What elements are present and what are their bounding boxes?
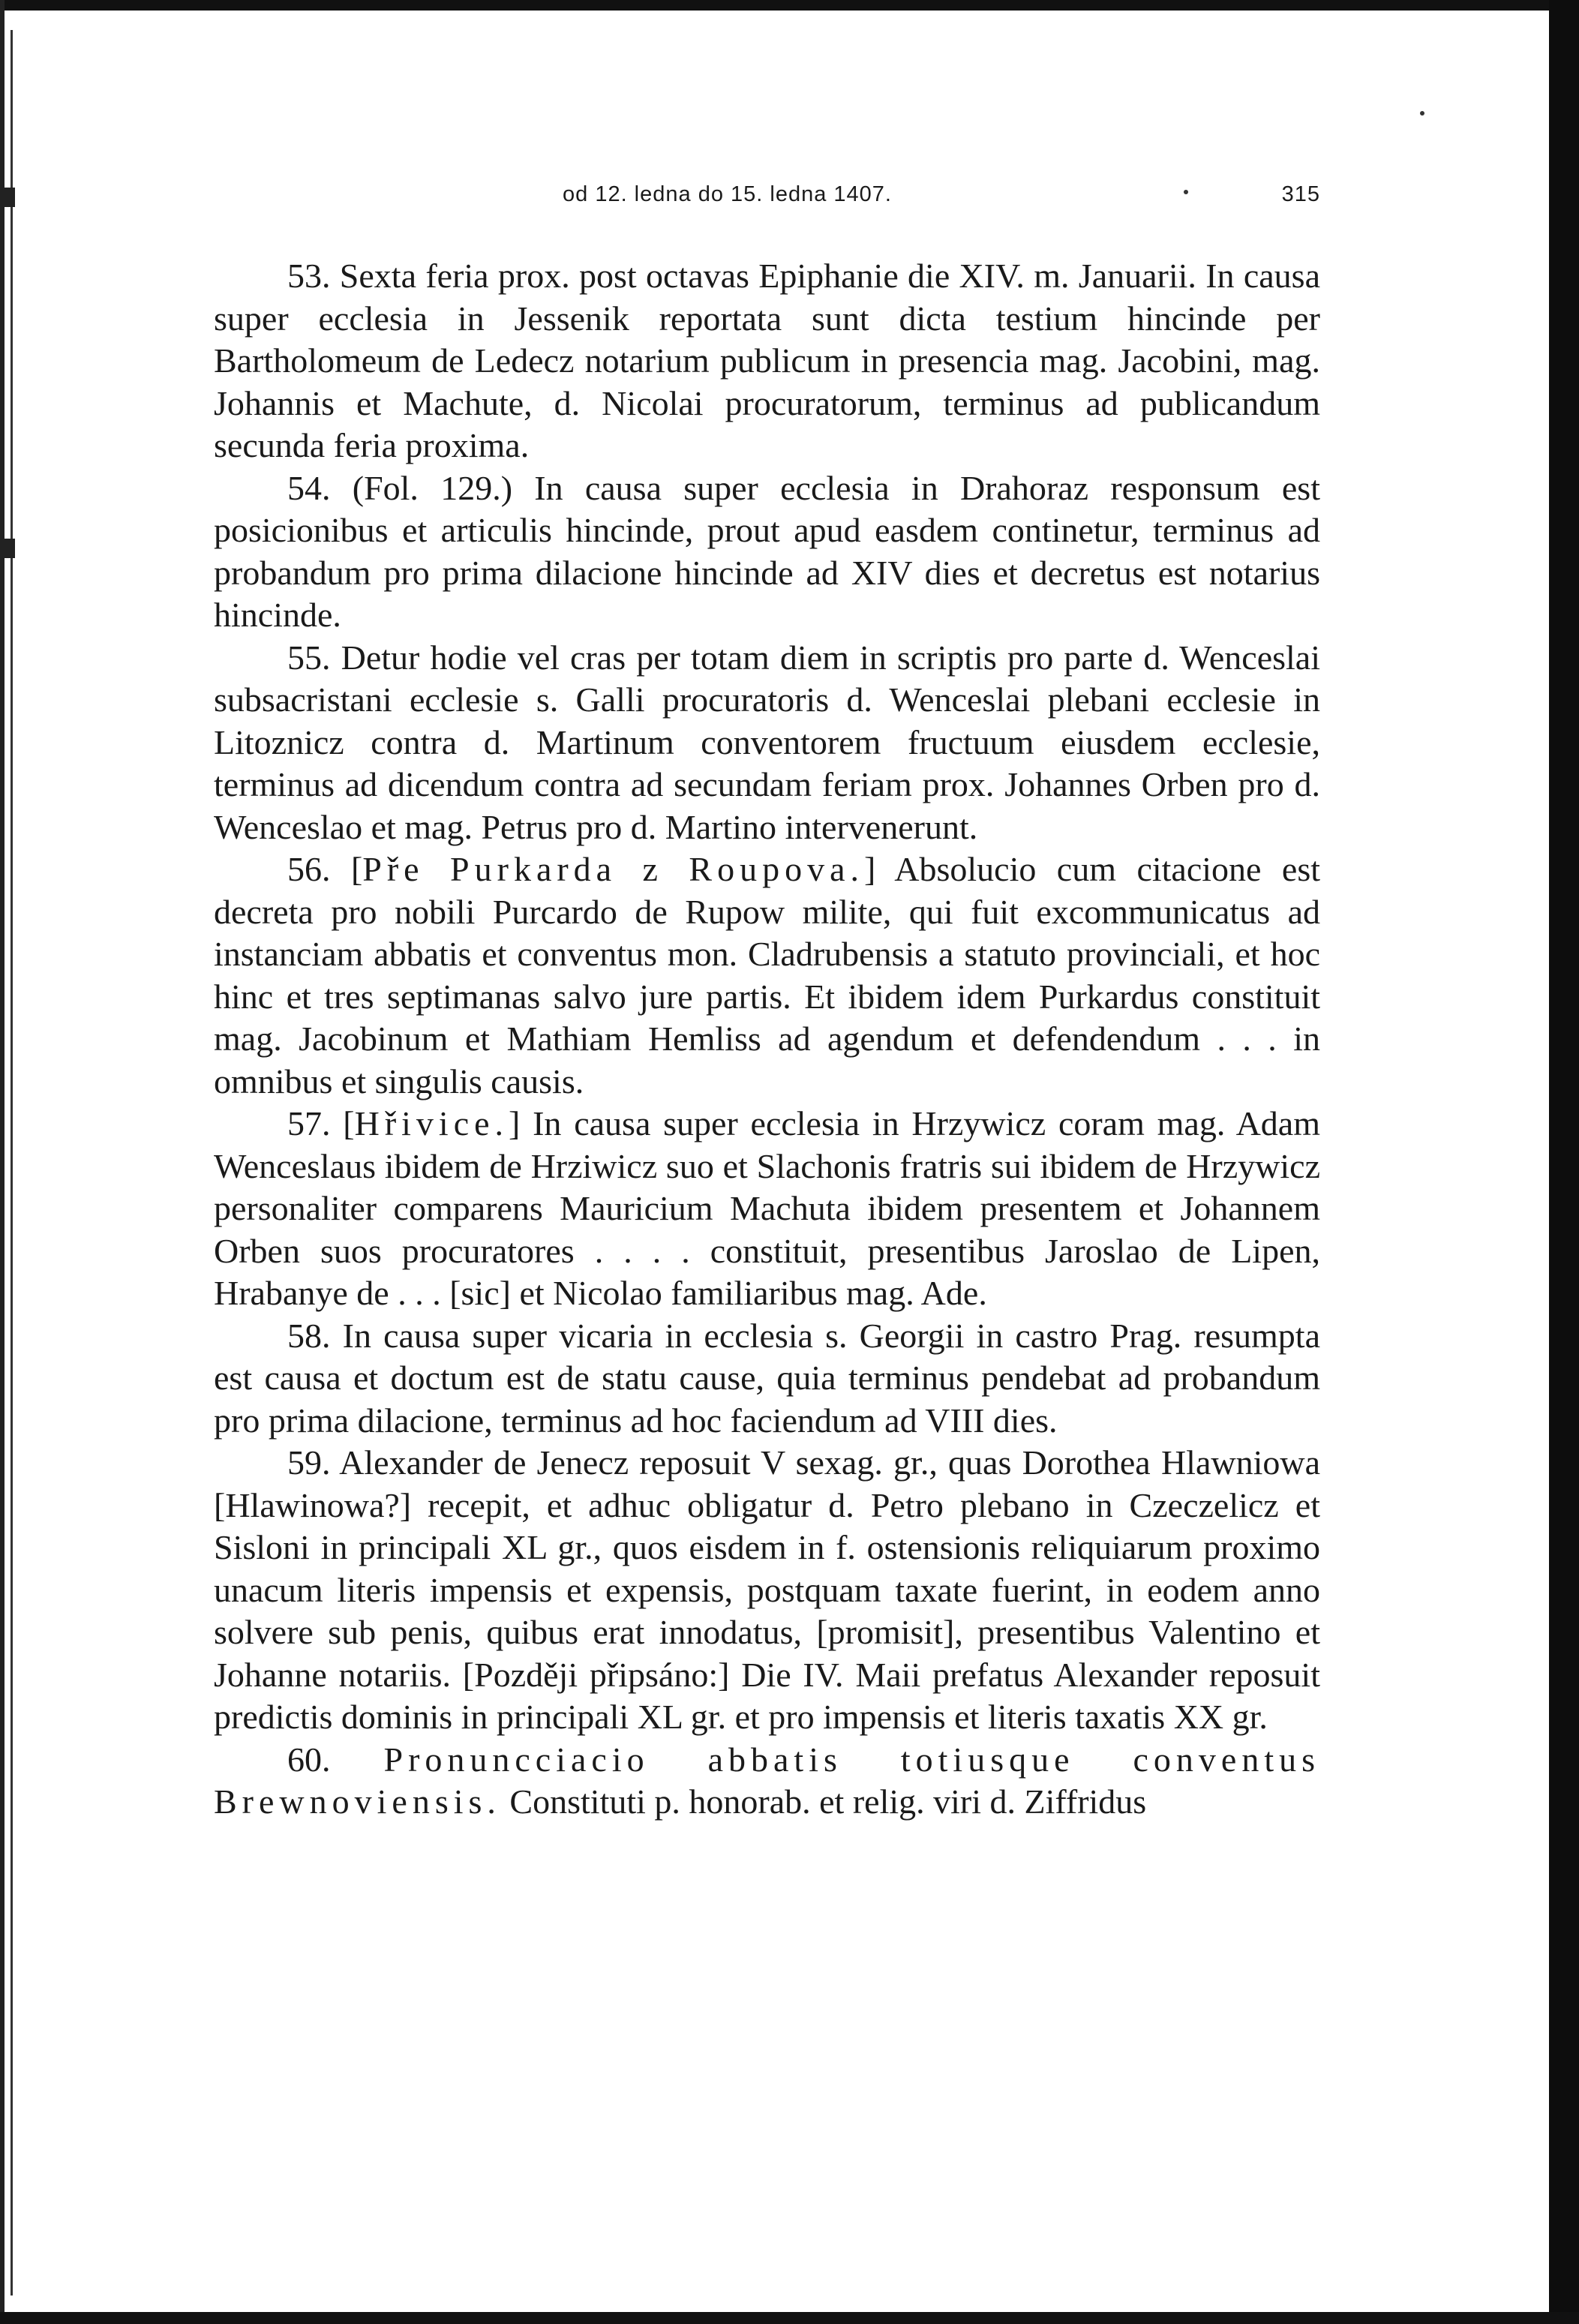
document-body [214, 255, 1320, 1824]
entry-text: 60. [287, 1740, 384, 1779]
entry-54 [214, 467, 1320, 637]
entry-text: 56. [ [287, 850, 363, 888]
entry-text: Constituti p. honorab. et relig. viri d. Ziffridus [500, 1782, 1147, 1821]
running-head: od 12. ledna do 15. ledna 1407. [563, 182, 892, 206]
entry-text: 53. Sexta feria prox. post octavas Epiphanie die XIV. m. Januarii. In causa super ecclesia in Jessenik reportata sunt dicta testium hincinde per Bartholomeum de Ledecz notarium publicum in presencia mag. Jacobini, mag. Johannis et Machute, d. Nicolai procuratorum, terminus ad publicandum secunda feria proxima. [214, 257, 1320, 464]
scan-border-left [0, 0, 5, 2324]
scan-border-top [0, 0, 1579, 11]
entry-text: 55. Detur hodie vel cras per totam diem in scriptis pro parte d. Wenceslai subsacristani ecclesie s. Galli procuratoris d. Wenceslai plebani ecclesie in Litoznicz contra d. Martinum conventorem fructuum eiusdem ecclesie, terminus ad dicendum contra ad secundam feriam prox. Johannes Orben pro d. Wenceslao et mag. Petrus pro d. Martino intervenerunt. [214, 638, 1320, 846]
entry-56 [214, 848, 1320, 1103]
entry-55 [214, 637, 1320, 849]
entry-text: 54. (Fol. 129.) In causa super ecclesia in Drahoraz responsum est posicionibus et articulis hincinde, prout apud easdem continetur, terminus ad probandum pro prima dilacione hincinde ad XIV dies et decretus est notarius hincinde. [214, 468, 1320, 634]
scan-border-bottom [0, 2312, 1579, 2324]
scan-speck [1184, 190, 1188, 194]
editorial-heading: Pře Purkarda z Roupova. [362, 850, 865, 888]
editorial-heading: Hřivice. [354, 1104, 509, 1142]
scan-binding-notch [5, 539, 15, 558]
entry-58 [214, 1315, 1320, 1443]
entry-59 [214, 1442, 1320, 1739]
entry-text: 58. In causa super vicaria in ecclesia s. Georgii in castro Prag. resumpta est causa et doctum est de statu cause, quia terminus pendebat ad probandum pro prima dilacione, terminus ad hoc faciendum ad VIII dies. [214, 1316, 1320, 1440]
scan-border-right [1549, 0, 1579, 2324]
entry-60 [214, 1739, 1320, 1824]
entry-text: 59. Alexander de Jenecz reposuit V sexag. gr., quas Dorothea Hlawniowa [Hlawinowa?] recepit, et adhuc obligatur d. Petro plebano in Czeczelicz et Sisloni in principali XL gr., quos eisdem in f. ostensionis reliquiarum proximo unacum literis impensis et expensis, postquam taxate fuerint, in eodem anno solvere sub penis, quibus erat innodatus, [promisit], presentibus Valentino et Johanne notariis. [Později připsáno:] Die IV. Maii prefatus Alexander reposuit predictis dominis in principali XL gr. et pro impensis et literis taxatis XX gr. [214, 1443, 1320, 1736]
entry-text: ] Absolucio cum citacione est decreta pro nobili Purcardo de Rupow milite, qui fuit excommunicatus ad instanciam abbatis et conventus mon. Cladrubensis a statuto provinciali, et hoc hinc et tres septimanas salvo jure partis. Et ibidem idem Purkardus constituit mag. Jacobinum et Mathiam Hemliss ad agendum et defendendum . . . in omnibus et singulis causis. [214, 850, 1321, 1100]
page-header [210, 182, 1320, 212]
scan-binding-notch [5, 188, 15, 207]
entry-text: 57. [ [287, 1104, 355, 1142]
entry-57 [214, 1103, 1320, 1315]
entry-text: ] In causa super ecclesia in Hrzywicz coram mag. Adam Wenceslaus ibidem de Hrziwicz suo et Slachonis fratris sui ibidem de Hrzywicz personaliter comparens Mauricium Machuta ibidem presentem et Johannem Orben suos procuratores . . . . constituit, presentibus Jaroslao de Lipen, Hrabanye de . . . [sic] et Nicolao familiaribus mag. Ade. [214, 1104, 1320, 1312]
scan-binding-line [11, 30, 13, 2295]
page-number: 315 [1281, 182, 1320, 206]
scan-speck [1420, 111, 1424, 116]
entry-53 [214, 255, 1320, 467]
spaced-heading: Pronuncciacio abbatis totiusque conventus Brewnoviensis. [214, 1740, 1321, 1821]
